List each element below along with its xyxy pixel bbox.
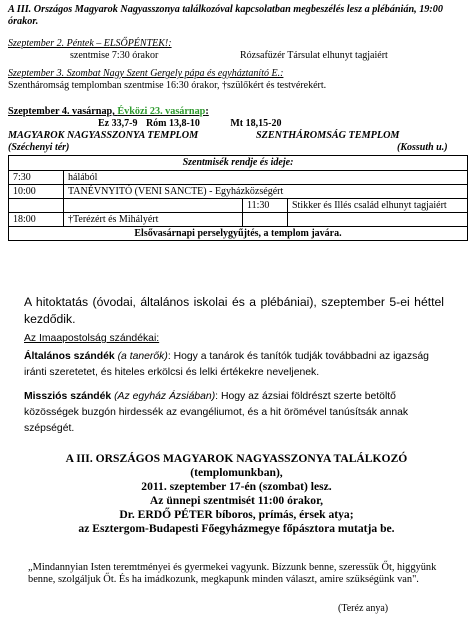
row-time: 18:00 (9, 213, 64, 227)
row-intention: †Terézért és Mihályért (64, 213, 243, 227)
address-left: (Széchenyi tér) (8, 142, 70, 153)
row-intention: hálából (64, 171, 468, 185)
row-intention: TANÉVNYITÓ (VENI SANCTE) - Egyházközségért (64, 185, 468, 199)
sep3-line: Szentháromság templomban szentmise 16:30 órakor, †szülőkért és testvérekért. (8, 80, 327, 91)
mission-intention (24, 389, 452, 437)
row-empty (64, 199, 243, 213)
row-time-right: 11:30 (243, 199, 288, 213)
row-intention-right: Stikker és Illés család elhunyt tagjaiért (288, 199, 468, 213)
sep4-title-date: Szeptember 4. vasárnap, (8, 106, 115, 117)
general-intention (24, 349, 452, 381)
table-row (9, 171, 468, 185)
general-sub: (a tanerők) (117, 351, 168, 362)
sep4-title-sunday: Évközi 23. vasárnap (117, 106, 206, 117)
table-row (9, 199, 468, 213)
address-right: (Kossuth u.) (397, 142, 448, 153)
row-empty (243, 213, 288, 227)
meeting-announcement (10, 452, 463, 536)
row-empty (288, 213, 468, 227)
reading-2: Róm 13,8-10 (145, 118, 200, 129)
sep4-title-colon: : (205, 106, 209, 117)
reading-1: Ez 33,7-9 (98, 118, 138, 129)
row-time-empty (9, 199, 64, 213)
sep2-mass: szentmise 7:30 órakor (70, 50, 159, 61)
announcement-line-2: (templomunkban), (190, 466, 283, 479)
mission-sub: (Az egyház Ázsiában) (114, 391, 216, 402)
table-header-row (9, 156, 468, 171)
row-time: 7:30 (9, 171, 64, 185)
mass-schedule-table (8, 155, 468, 241)
readings (98, 118, 287, 129)
sep2-intention: Rózsafüzér Társulat elhunyt tagjaiért (240, 50, 388, 61)
sep2-heading: Szeptember 2. Péntek – ELSŐPÉNTEK!: (8, 38, 172, 49)
table-footer: Elsővasárnapi perselygyűjtés, a templom javára. (9, 227, 468, 241)
mission-text: : Hogy az ázsiai földrészt szerte betöltő közösségek buzgón hirdessék az evangéliumot, és a hit örömével tanúsítsák annak szépségét. (24, 391, 409, 434)
church-right: SZENTHÁROMSÁG TEMPLOM (256, 130, 400, 141)
announcement-line-4: Az ünnepi szentmisét 11:00 órakor, (149, 494, 324, 507)
quote-text: „Mindannyian Isten teremtményei és gyermekei vagyunk. Bízzunk benne, szeressük Őt, higgyünk benne, szolgáljuk Őt. És ha imádkozunk, megkapunk minden választ, amire szükségünk van". (28, 562, 437, 585)
sep4-title (8, 106, 209, 117)
announcement-line-6: az Esztergom-Budapesti Főegyházmegye főpásztora mutatja be. (78, 522, 395, 535)
prayer-intentions-title: Az Imaapostolság szándékai: (24, 333, 160, 344)
reading-3: Mt 18,15-20 (230, 118, 282, 129)
sep3-heading: Szeptember 3. Szombat Nagy Szent Gergely pápa és egyháztanító E.: (8, 68, 284, 79)
table-row (9, 185, 468, 199)
announcement-line-5: Dr. ERDŐ PÉTER bíboros, prímás, érsek atya; (119, 508, 354, 521)
row-time: 10:00 (9, 185, 64, 199)
mission-label: Missziós szándék (24, 391, 112, 402)
general-text: : Hogy a tanárok és tanítók tudják továbbadni az igazság iránti szeretetet, és hiteles erkölcsi és lelki értékekre neveljenek. (24, 351, 429, 378)
intro-notice: A III. Országos Magyarok Nagyasszonya találkozóval kapcsolatban megbeszélés lesz a plébánián, 19:00 órakor. (8, 4, 443, 27)
catechesis-notice: A hitoktatás (óvodai, általános iskolai és a plébániai), szeptember 5-ei héttel kezdődik. (24, 295, 444, 326)
table-row (9, 213, 468, 227)
church-left: MAGYAROK NAGYASSZONYA TEMPLOM (8, 130, 199, 141)
table-footer-row (9, 227, 468, 241)
general-label: Általános szándék (24, 351, 115, 362)
announcement-line-1: A III. ORSZÁGOS MAGYAROK NAGYASSZONYA TALÁLKOZÓ (65, 452, 408, 465)
table-header: Szentmisék rendje és ideje: (9, 156, 468, 171)
announcement-line-3: 2011. szeptember 17-én (szombat) lesz. (141, 480, 332, 493)
quote-author: (Teréz anya) (338, 603, 389, 614)
